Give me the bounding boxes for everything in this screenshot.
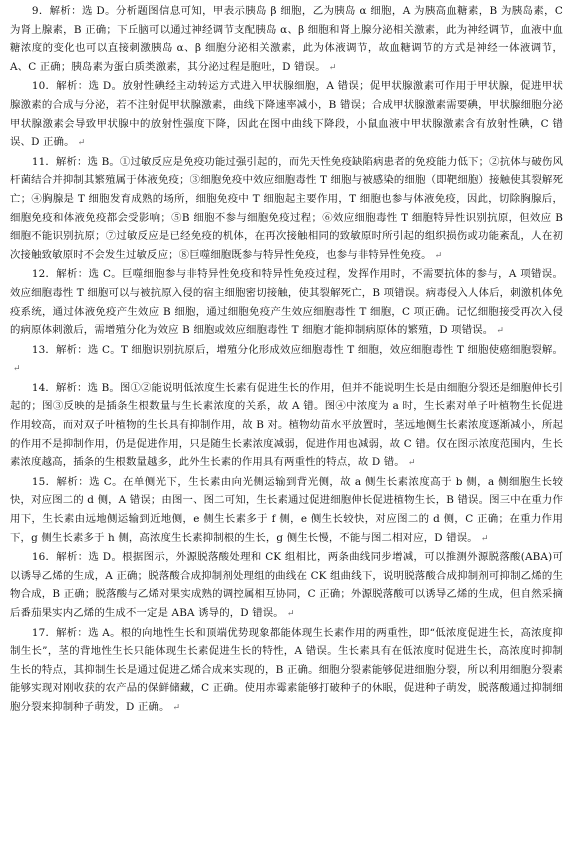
paragraph-text: 16．解析：选 D。根据图示，外源脱落酸处理和 CK 组相比，两条曲线同步增减，可以推测外源脱落酸(ABA)可以诱导乙烯的生成，A 正确；脱落酸合成抑制剂处理组的曲线在 CK 组曲线下，说明脱落酸合成抑制剂可抑制乙烯的生物合成，B 正确；脱落酸与乙烯对果实成熟的调控属相互协同，C 正确；外源脱落酸可以诱导乙烯的生成，但自然采摘后番茄果实内乙烯的生成不一定是 ABA 诱导的，D 错误。 xyxy=(10,551,563,619)
explanation-paragraph-16 xyxy=(10,548,563,623)
explanation-paragraph-11 xyxy=(10,153,563,266)
paragraph-text: 12．解析：选 C。巨噬细胞参与非特异性免疫和特异性免疫过程，发挥作用时，不需要抗体的参与，A 项错误。效应细胞毒性 T 细胞可以与被抗原入侵的宿主细胞密切接触，使其裂解死亡，B 项错误。病毒侵入人体后，刺激机体免疫系统，通过体液免疫产生效应 B 细胞，通过细胞免疫产生效应细胞毒性 T 细胞，C 项正确。记忆细胞接受再次入侵的病原体刺激后，需增殖分化为效应 B 细胞或效应细胞毒性 T 细胞才能抑制病原体的繁殖，D 项错误。 xyxy=(10,268,563,337)
paragraph-mark: ↵ xyxy=(172,702,181,713)
explanation-paragraph-14 xyxy=(10,379,563,473)
paragraph-mark: ↵ xyxy=(407,458,416,469)
paragraph-text: 17．解析：选 A。根的向地性生长和顶端优势现象都能体现生长素作用的两重性，即“低浓度促进生长，高浓度抑制生长”，茎的背地性生长只能体现生长素促进生长的特性，A 错误。生长素具有在低浓度时促进生长，高浓度时抑制生长的特点，其抑制生长是通过促进乙烯合成来实现的，B 正确。细胞分裂素能够促进细胞分裂，所以利用细胞分裂素能够实现对刚收获的农产品的保鲜储藏，C 正确。使用赤霉素能够打破种子的休眠，促进种子萌发，脱落酸通过抑制细胞分裂来抑制种子萌发，D 正确。 xyxy=(10,626,563,713)
explanation-paragraph-17 xyxy=(10,624,563,718)
paragraph-text: 10．解析：选 D。放射性碘经主动转运方式进入甲状腺细胞，A 错误；促甲状腺激素可作用于甲状腺，促进甲状腺激素的合成与分泌，若不注射促甲状腺激素，曲线下降速率减小，B 错误；合成甲状腺激素需要碘，甲状腺细胞分泌甲状腺激素会导致甲状腺中的放射性强度下降，因此在图中曲线下降段，小鼠血液中甲状腺激素含有放射性碘，C 错误、D 正确。 xyxy=(10,80,563,149)
paragraph-mark: ↵ xyxy=(480,533,489,544)
paragraph-text: 15．解析：选 C。在单侧光下，生长素由向光侧运输到背光侧，故 a 侧生长素浓度高于 b 侧，a 侧细胞生长较快，对应图二的 d 侧，A 错误；由图一、图二可知，生长素通过促进细胞伸长促进植物生长，B 错误。图三中在重力作用下，生长素由远地侧运输到近地侧，e 侧生长素多于 f 侧，e 侧生长较快，对应图二的 d 侧，C 正确；在重力作用下，g 侧生长素多于 h 侧，高浓度生长素抑制根的生长，g 侧生长慢，不能与图二相对应，D 错误。 xyxy=(10,475,563,544)
paragraph-mark: ↵ xyxy=(496,326,505,337)
paragraph-mark: ↵ xyxy=(434,250,443,261)
explanation-paragraph-9 xyxy=(10,2,563,77)
explanation-paragraph-13 xyxy=(10,341,563,379)
explanation-paragraph-12 xyxy=(10,265,563,340)
paragraph-text: 9．解析：选 D。分析题图信息可知，甲表示胰岛 β 细胞，乙为胰岛 α 细胞，A 为胰高血糖素，B 为胰岛素，C 为肾上腺素，B 正确；下丘脑可以通过神经调节支配胰岛 α、β 细胞和肾上腺分泌相关激素，此为神经调节，血液中血糖浓度的变化也可以直接刺激胰岛 α、β 细胞分泌相关激素，此为体液调节，故血糖调节的方式是神经一体液调节，A、C 正确；胰岛素为蛋白质类激素，其分泌过程是胞吐，D 错误。 xyxy=(10,5,563,73)
paragraph-mark: ↵ xyxy=(13,364,21,375)
paragraph-mark: ↵ xyxy=(286,609,295,619)
paragraph-text: 11．解析：选 B。①过敏反应是免疫功能过强引起的，而先天性免疫缺陷病患者的免疫能力低下；②抗体与破伤风杆菌结合并抑制其繁殖属于体液免疫；③细胞免疫中效应细胞毒性 T 细胞与被感染的细胞（即靶细胞）接触使其裂解死亡；④胸腺是 T 细胞发育成熟的场所，细胞免疫中 T 细胞起主要作用，T 细胞也参与体液免疫，因此，切除胸腺后，细胞免疫和体液免疫都会受影响；⑤B 细胞不参与细胞免疫过程；⑥效应细胞毒性 T 细胞特异性识别抗原，但效应 B 细胞不能识别抗原；⑦过敏反应是已经免疫的机体，在再次接触相同的致敏原时所引起的组织损伤或功能紊乱，人在初次接触致敏原时不会发生过敏反应；⑧巨噬细胞既参与特异性免疫，也参与非特异性免疫。 xyxy=(10,155,563,261)
paragraph-mark: ↵ xyxy=(77,138,86,149)
paragraph-text: 14．解析：选 B。图①②能说明低浓度生长素有促进生长的作用，但并不能说明生长是由细胞分裂还是细胞伸长引起的；图③反映的是插条生根数量与生长素浓度的关系，故 A 错。图④中浓度为 a 时，生长素对单子叶植物生长促进作用较高，而对双子叶植物的生长具有抑制作用，故 B 对。植物幼苗水平放置时，茎远地侧生长素浓度逐渐减小，所起的作用不是抑制作用，仍是促进作用，只是随生长素浓度减弱，促进作用也减弱，故 C 错。仅在图示浓度范围内，生长素浓度越高，插条的生根数量越多，此外生长素的作用具有两重性的特点，故 D 错。 xyxy=(10,381,563,469)
paragraph-mark: ↵ xyxy=(328,62,337,73)
paragraph-text: 13．解析：选 C。T 细胞识别抗原后，增殖分化形成效应细胞毒性 T 细胞，效应细胞毒性 T 细胞使癌细胞裂解。 xyxy=(31,343,563,356)
explanation-paragraph-15 xyxy=(10,473,563,548)
explanation-paragraph-10 xyxy=(10,77,563,152)
